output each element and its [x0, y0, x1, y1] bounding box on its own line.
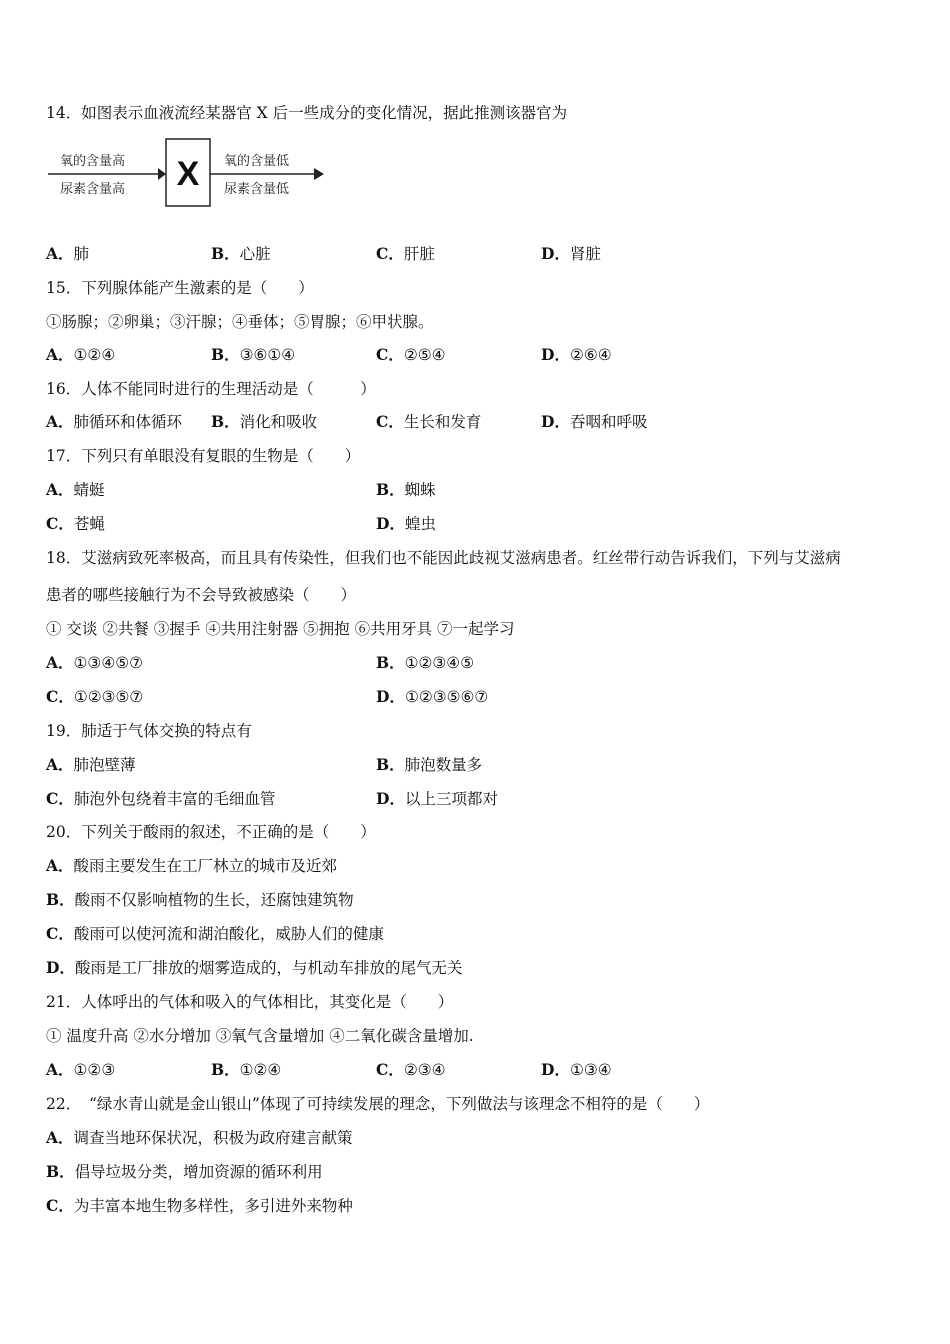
option-b[interactable]: B．蜘蛛 — [376, 480, 436, 499]
question-20-stem: 20．下列关于酸雨的叙述，不正确的是（ ） — [46, 823, 376, 841]
option-a[interactable]: A．肺循环和体循环 — [46, 412, 183, 431]
option-c[interactable]: C．②③④ — [376, 1060, 446, 1079]
option-d[interactable]: D．蝗虫 — [376, 514, 436, 533]
output-oxygen-label: 氧的含量低 — [224, 154, 290, 169]
option-b[interactable]: B．①②③④⑤ — [376, 653, 475, 672]
option-a[interactable]: A．①②④ — [46, 345, 116, 364]
question-15-stem: 15．下列腺体能产生激素的是（ ） — [46, 279, 314, 297]
option-c[interactable]: C．酸雨可以使河流和湖泊酸化，威胁人们的健康 — [46, 924, 384, 943]
blood-flow-svg — [46, 137, 336, 209]
question-19-stem: 19．肺适于气体交换的特点有 — [46, 722, 252, 740]
option-b[interactable]: B．酸雨不仅影响植物的生长，还腐蚀建筑物 — [46, 890, 354, 909]
option-d[interactable]: D．肾脏 — [541, 244, 601, 263]
option-a[interactable]: A．①③④⑤⑦ — [46, 653, 144, 672]
option-d[interactable]: D．①②③⑤⑥⑦ — [376, 687, 489, 706]
option-a[interactable]: A．蜻蜓 — [46, 480, 105, 499]
option-b[interactable]: B．肺泡数量多 — [376, 755, 483, 774]
organ-x-label: X — [176, 155, 200, 193]
option-b[interactable]: B．①②④ — [211, 1060, 282, 1079]
option-b[interactable]: B．倡导垃圾分类，增加资源的循环利用 — [46, 1162, 323, 1181]
question-15-list: ①肠腺；②卵巢；③汗腺；④垂体；⑤胃腺；⑥甲状腺。 — [46, 313, 434, 331]
option-a[interactable]: A．肺泡壁薄 — [46, 755, 136, 774]
option-d[interactable]: D．①③④ — [541, 1060, 612, 1079]
question-text: 如图表示血液流经某器官 X 后一些成分的变化情况，据此推测该器官为 — [81, 104, 568, 122]
option-a[interactable]: A．肺 — [46, 244, 90, 263]
option-b[interactable]: B．消化和吸收 — [211, 412, 318, 431]
blood-flow-diagram — [46, 137, 336, 209]
question-18-list: ① 交谈 ②共餐 ③握手 ④共用注射器 ⑤拥抱 ⑥共用牙具 ⑦一起学习 — [46, 620, 515, 638]
option-d[interactable]: D．酸雨是工厂排放的烟雾造成的，与机动车排放的尾气无关 — [46, 958, 463, 977]
question-18-stem-continued: 患者的哪些接触行为不会导致被感染（ ） — [46, 586, 357, 604]
option-c[interactable]: C．为丰富本地生物多样性，多引进外来物种 — [46, 1196, 353, 1215]
option-d[interactable]: D．②⑥④ — [541, 345, 612, 364]
input-urea-label: 尿素含量高 — [60, 182, 126, 197]
question-21-list: ① 温度升高 ②水分增加 ③氧气含量增加 ④二氧化碳含量增加. — [46, 1027, 474, 1045]
option-c[interactable]: C．苍蝇 — [46, 514, 105, 533]
option-c[interactable]: C．生长和发育 — [376, 412, 482, 431]
option-c[interactable]: C．①②③⑤⑦ — [46, 687, 144, 706]
question-17-stem: 17．下列只有单眼没有复眼的生物是（ ） — [46, 447, 361, 465]
option-d[interactable]: D．以上三项都对 — [376, 789, 498, 808]
option-b[interactable]: B．③⑥①④ — [211, 345, 296, 364]
option-a[interactable]: A．调查当地环保状况，积极为政府建言献策 — [46, 1128, 353, 1147]
option-c[interactable]: C．②⑤④ — [376, 345, 446, 364]
question-16-stem: 16．人体不能同时进行的生理活动是（ ） — [46, 380, 376, 398]
output-arrowhead-icon — [314, 168, 324, 180]
input-oxygen-label: 氧的含量高 — [60, 154, 126, 169]
option-c[interactable]: C．肝脏 — [376, 244, 435, 263]
question-21-stem: 21．人体呼出的气体和吸入的气体相比，其变化是（ ） — [46, 993, 454, 1011]
question-number: 14． — [46, 104, 82, 122]
output-urea-label: 尿素含量低 — [224, 182, 290, 197]
option-a[interactable]: A．①②③ — [46, 1060, 116, 1079]
option-c[interactable]: C．肺泡外包绕着丰富的毛细血管 — [46, 789, 276, 808]
question-18-stem: 18．艾滋病致死率极高，而且具有传染性，但我们也不能因此歧视艾滋病患者。红丝带行动告诉我们，下列与艾滋病 — [46, 549, 841, 567]
option-d[interactable]: D．吞咽和呼吸 — [541, 412, 648, 431]
option-b[interactable]: B．心脏 — [211, 244, 271, 263]
question-14-stem — [46, 103, 567, 123]
option-a[interactable]: A．酸雨主要发生在工厂林立的城市及近郊 — [46, 856, 338, 875]
input-arrowhead-icon — [158, 168, 166, 180]
question-22-stem: 22． “绿水青山就是金山银山”体现了可持续发展的理念，下列做法与该理念不相符的是（ ） — [46, 1095, 710, 1113]
